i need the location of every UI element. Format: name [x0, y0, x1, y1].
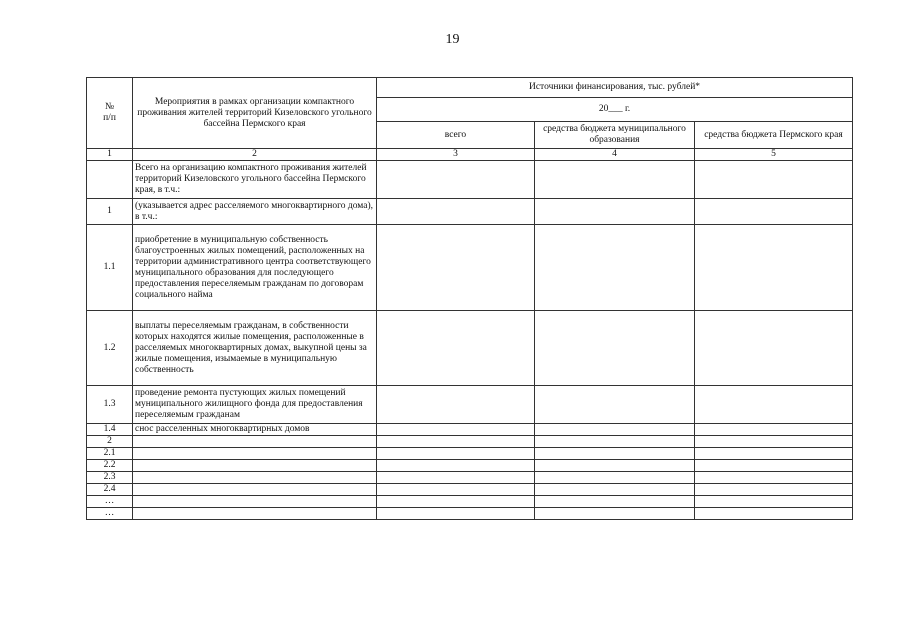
table-row — [87, 436, 853, 448]
row-number: 2.1 — [87, 448, 133, 460]
cell-regional — [695, 484, 853, 496]
table-row — [87, 386, 853, 424]
table-row — [87, 484, 853, 496]
header-year: 20___ г. — [377, 98, 853, 122]
page-number: 19 — [445, 32, 460, 47]
cell-total — [377, 496, 535, 508]
cell-regional — [695, 424, 853, 436]
header-municipal-budget: средства бюджета муниципального образования — [535, 122, 695, 149]
row-measure — [133, 448, 377, 460]
table-row — [87, 311, 853, 386]
cell-municipal — [535, 424, 695, 436]
row-measure: Всего на организацию компактного проживания жителей территорий Кизеловского угольного бассейна Пермского края, в т.ч.: — [133, 161, 377, 199]
cell-regional — [695, 508, 853, 520]
row-number: 1.4 — [87, 424, 133, 436]
table-row — [87, 225, 853, 311]
row-number — [87, 161, 133, 199]
cell-total — [377, 199, 535, 225]
row-measure: приобретение в муниципальную собственность благоустроенных жилых помещений, расположенных на территории административного центра соответствующего муниципального образования для последующего предоставления переселяемым гражданам по договорам социального найма — [133, 225, 377, 311]
table-row — [87, 508, 853, 520]
row-measure — [133, 460, 377, 472]
table-row — [87, 161, 853, 199]
cell-total — [377, 161, 535, 199]
row-measure: (указывается адрес расселяемого многоквартирного дома), в т.ч.: — [133, 199, 377, 225]
financing-table — [86, 77, 853, 520]
row-measure — [133, 436, 377, 448]
row-number: … — [87, 496, 133, 508]
row-number: 1.2 — [87, 311, 133, 386]
row-measure — [133, 484, 377, 496]
table-row — [87, 460, 853, 472]
header-funding-sources: Источники финансирования, тыс. рублей* — [377, 78, 853, 98]
row-measure: проведение ремонта пустующих жилых помещений муниципального жилищного фонда для предоставления переселяемым гражданам — [133, 386, 377, 424]
cell-municipal — [535, 311, 695, 386]
cell-municipal — [535, 460, 695, 472]
cell-total — [377, 484, 535, 496]
cell-total — [377, 508, 535, 520]
cell-total — [377, 424, 535, 436]
row-number: 2.3 — [87, 472, 133, 484]
cell-municipal — [535, 472, 695, 484]
column-numbers-row — [87, 149, 853, 161]
row-number: 1.1 — [87, 225, 133, 311]
cell-regional — [695, 161, 853, 199]
cell-total — [377, 448, 535, 460]
cell-regional — [695, 386, 853, 424]
cell-municipal — [535, 436, 695, 448]
column-number: 4 — [535, 149, 695, 161]
header-measures: Мероприятия в рамках организации компактного проживания жителей территорий Кизеловского угольного бассейна Пермского края — [133, 78, 377, 149]
table-row — [87, 424, 853, 436]
cell-regional — [695, 199, 853, 225]
row-measure — [133, 496, 377, 508]
cell-municipal — [535, 484, 695, 496]
header-total: всего — [377, 122, 535, 149]
row-number: 2 — [87, 436, 133, 448]
row-measure: выплаты переселяемым гражданам, в собственности которых находятся жилые помещения, расположенные в расселяемых многоквартирных домах, выкупной цены за жилые помещения, изымаемые в муниципальную собственность — [133, 311, 377, 386]
cell-regional — [695, 460, 853, 472]
cell-total — [377, 386, 535, 424]
table-row — [87, 472, 853, 484]
row-number: 2.4 — [87, 484, 133, 496]
table-row — [87, 199, 853, 225]
cell-total — [377, 460, 535, 472]
cell-regional — [695, 496, 853, 508]
header-regional-budget: средства бюджета Пермского края — [695, 122, 853, 149]
column-number: 1 — [87, 149, 133, 161]
cell-regional — [695, 225, 853, 311]
cell-regional — [695, 436, 853, 448]
table-row — [87, 448, 853, 460]
cell-municipal — [535, 199, 695, 225]
column-number: 2 — [133, 149, 377, 161]
cell-municipal — [535, 508, 695, 520]
cell-municipal — [535, 386, 695, 424]
column-number: 5 — [695, 149, 853, 161]
table-row — [87, 496, 853, 508]
row-number: 1 — [87, 199, 133, 225]
cell-total — [377, 436, 535, 448]
row-number: … — [87, 508, 133, 520]
cell-total — [377, 225, 535, 311]
cell-municipal — [535, 161, 695, 199]
header-number: № п/п — [87, 78, 133, 149]
cell-municipal — [535, 496, 695, 508]
cell-total — [377, 311, 535, 386]
cell-regional — [695, 448, 853, 460]
row-measure — [133, 508, 377, 520]
column-number: 3 — [377, 149, 535, 161]
row-measure: снос расселенных многоквартирных домов — [133, 424, 377, 436]
cell-municipal — [535, 448, 695, 460]
row-number: 1.3 — [87, 386, 133, 424]
row-number: 2.2 — [87, 460, 133, 472]
row-measure — [133, 472, 377, 484]
cell-regional — [695, 311, 853, 386]
cell-municipal — [535, 225, 695, 311]
cell-total — [377, 472, 535, 484]
cell-regional — [695, 472, 853, 484]
